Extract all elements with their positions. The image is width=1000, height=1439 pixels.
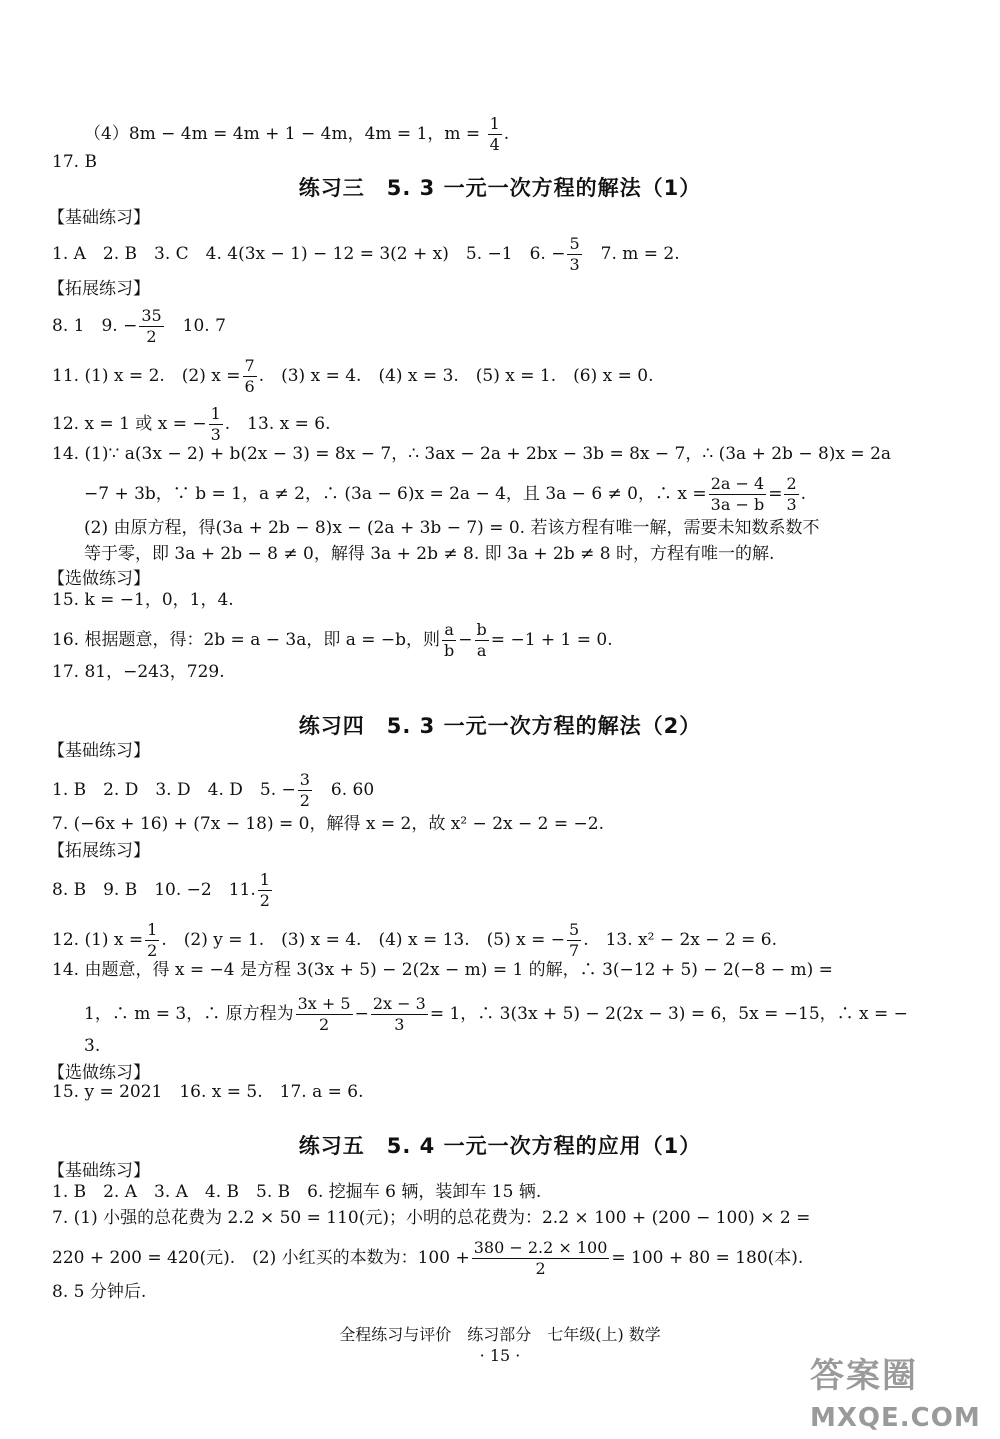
answer-line	[52, 234, 680, 275]
denominator: a	[476, 641, 487, 660]
text: .	[503, 124, 510, 144]
text: 16. 根据题意，得：2b = a − 3a，即 a = −b，则	[52, 630, 441, 650]
fraction	[567, 920, 581, 961]
section-title: 练习四 5. 3 一元一次方程的解法（2）	[298, 714, 702, 738]
answer-line	[52, 620, 613, 661]
section-label: 【拓展练习】	[48, 841, 150, 861]
denominator: 3	[786, 495, 797, 514]
section-label: 【拓展练习】	[48, 279, 150, 299]
text: . (2) y = 1. (3) x = 4. (4) x = 13. (5) x = −	[161, 930, 565, 950]
text: 1. A 2. B 3. C 4. 4(3x − 1) − 12 = 3(2 + x) 5. −1 6. −	[52, 244, 566, 264]
fraction	[209, 404, 223, 445]
fraction	[139, 306, 163, 347]
answer-line	[52, 1238, 803, 1279]
text: = 1，∴ 3(3x + 5) − 2(2x − 3) = 6，5x = −15，∴ x = −	[429, 1004, 908, 1024]
text: 7. m = 2.	[583, 244, 680, 264]
numerator: 2a − 4	[710, 474, 765, 493]
text: .	[800, 484, 807, 504]
text: . (3) x = 4. (4) x = 3. (5) x = 1. (6) x = 0.	[258, 366, 654, 386]
numerator: 1	[210, 404, 221, 423]
text: 8. 1 9. −	[52, 316, 138, 336]
answer-line: 15. k = −1，0，1，4.	[52, 590, 234, 610]
denominator: b	[444, 641, 455, 660]
answer-line: (2) 由原方程，得(3a + 2b − 8)x − (2a + 3b − 7) = 0. 若该方程有唯一解，需要未知数系数不	[84, 518, 820, 538]
text: 1，∴ m = 3，∴ 原方程为	[84, 1004, 294, 1024]
numerator: a	[444, 620, 454, 639]
text: = 100 + 80 = 180(本).	[611, 1248, 804, 1268]
answer-line	[52, 870, 274, 911]
answer-line	[52, 306, 226, 347]
text: 8. B 9. B 10. −2 11.	[52, 880, 256, 900]
answer-line	[84, 114, 509, 155]
denominator: 3a − b	[710, 495, 765, 514]
answer-line: 等于零，即 3a + 2b − 8 ≠ 0，解得 3a + 2b ≠ 8. 即 3a + 2b ≠ 8 时，方程有唯一的解.	[84, 544, 775, 564]
numerator: 7	[244, 356, 255, 375]
numerator: 5	[569, 234, 580, 253]
fraction	[709, 474, 767, 515]
answer-line: 3.	[84, 1036, 101, 1056]
section-label: 【基础练习】	[48, 208, 150, 228]
denominator: 2	[146, 327, 157, 346]
fraction	[475, 620, 489, 661]
denominator: 3	[210, 425, 221, 444]
text: −	[354, 1004, 369, 1024]
numerator: 1	[259, 870, 270, 889]
fraction	[567, 234, 581, 275]
fraction	[371, 994, 428, 1035]
denominator: 6	[244, 377, 255, 396]
text: . 13. x² − 2x − 2 = 6.	[583, 930, 778, 950]
denominator: 2	[535, 1259, 546, 1278]
text: 220 + 200 = 420(元). (2) 小红买的本数为：100 +	[52, 1248, 470, 1268]
text: = −1 + 1 = 0.	[490, 630, 613, 650]
numerator: 3	[299, 770, 310, 789]
text: =	[768, 484, 783, 504]
book-footer: 全程练习与评价 练习部分 七年级(上) 数学	[339, 1325, 661, 1344]
text: −	[458, 630, 473, 650]
watermark-url: MXQE.COM	[810, 1403, 981, 1433]
fraction	[243, 356, 257, 397]
text: 10. 7	[165, 316, 226, 336]
denominator: 2	[259, 891, 270, 910]
watermark-logo	[810, 1348, 990, 1436]
denominator: 3	[394, 1015, 405, 1034]
numerator: 35	[141, 306, 162, 325]
denominator: 2	[319, 1015, 330, 1034]
fraction	[258, 870, 272, 911]
page-number: · 15 ·	[479, 1346, 521, 1365]
numerator: b	[476, 620, 487, 639]
section-title: 练习三 5. 3 一元一次方程的解法（1）	[298, 176, 702, 200]
answer-line: 1. B 2. A 3. A 4. B 5. B 6. 挖掘车 6 辆，装卸车 15 辆.	[52, 1182, 542, 1202]
numerator: 5	[569, 920, 580, 939]
numerator: 3x + 5	[297, 994, 351, 1013]
denominator: 3	[569, 255, 580, 274]
fraction	[298, 770, 312, 811]
answer-line: 8. 5 分钟后.	[52, 1282, 147, 1302]
answer-line: 17. B	[52, 152, 97, 172]
fraction	[442, 620, 456, 661]
numerator: 1	[489, 114, 500, 133]
fraction	[296, 994, 353, 1035]
numerator: 1	[147, 920, 158, 939]
answer-line: 14. (1)∵ a(3x − 2) + b(2x − 3) = 8x − 7，∴ 3ax − 2a + 2bx − 3b = 8x − 7，∴ (3a + 2b − 8)x = 2a	[52, 444, 892, 464]
numerator: 2	[786, 474, 797, 493]
answer-line: 17. 81，−243，729.	[52, 662, 225, 682]
watermark-title: 答案圈	[810, 1356, 918, 1396]
fraction	[488, 114, 502, 155]
text: 12. x = 1 或 x = −	[52, 414, 207, 434]
text: （4）8m − 4m = 4m + 1 − 4m，4m = 1，m =	[84, 124, 481, 144]
text: 6. 60	[313, 780, 375, 800]
answer-line: 14. 由题意，得 x = −4 是方程 3(3x + 5) − 2(2x − m) = 1 的解，∴ 3(−12 + 5) − 2(−8 − m) =	[52, 960, 833, 980]
text: . 13. x = 6.	[224, 414, 331, 434]
fraction	[472, 1238, 610, 1279]
section-label: 【基础练习】	[48, 1161, 150, 1181]
text: 1. B 2. D 3. D 4. D 5. −	[52, 780, 296, 800]
section-label: 【选做练习】	[48, 1063, 150, 1083]
answer-line	[52, 404, 330, 445]
text: 11. (1) x = 2. (2) x =	[52, 366, 241, 386]
numerator: 380 − 2.2 × 100	[473, 1238, 608, 1257]
fraction	[784, 474, 798, 515]
answer-line	[84, 474, 806, 515]
answer-line	[52, 920, 777, 961]
fraction	[145, 920, 159, 961]
answer-line: 7. (1) 小强的总花费为 2.2 × 50 = 110(元)；小明的总花费为：2.2 × 100 + (200 − 100) × 2 =	[52, 1208, 811, 1228]
denominator: 4	[489, 135, 500, 154]
answer-line	[52, 356, 653, 397]
section-label: 【选做练习】	[48, 569, 150, 589]
answer-line: 15. y = 2021 16. x = 5. 17. a = 6.	[52, 1082, 364, 1102]
denominator: 2	[147, 941, 158, 960]
numerator: 2x − 3	[372, 994, 426, 1013]
section-label: 【基础练习】	[48, 741, 150, 761]
text: −7 + 3b，∵ b = 1，a ≠ 2，∴ (3a − 6)x = 2a − 4，且 3a − 6 ≠ 0，∴ x =	[84, 484, 707, 504]
answer-line	[84, 994, 908, 1035]
denominator: 2	[299, 791, 310, 810]
section-title: 练习五 5. 4 一元一次方程的应用（1）	[298, 1134, 702, 1158]
text: 12. (1) x =	[52, 930, 144, 950]
denominator: 7	[569, 941, 580, 960]
answer-line: 7. (−6x + 16) + (7x − 18) = 0，解得 x = 2，故 x² − 2x − 2 = −2.	[52, 814, 604, 834]
answer-line	[52, 770, 374, 811]
